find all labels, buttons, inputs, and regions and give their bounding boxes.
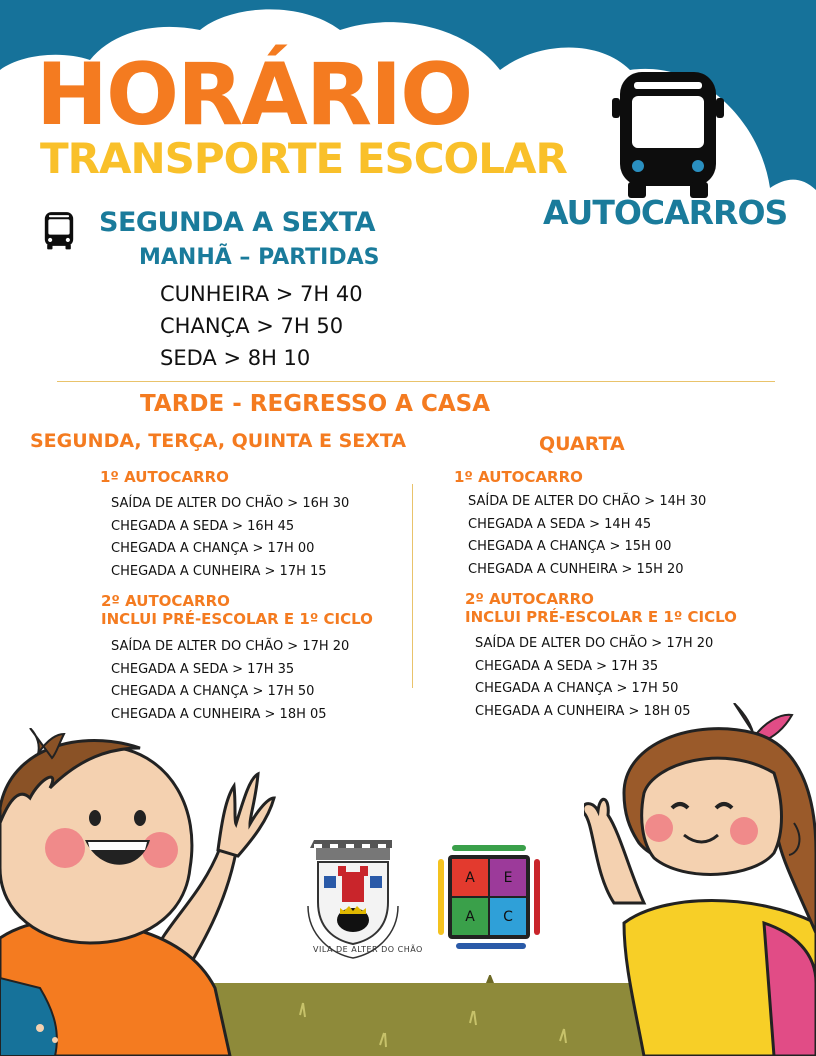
page-subtitle: TRANSPORTE ESCOLAR xyxy=(40,134,567,183)
schedule-row: CHEGADA A CUNHEIRA > 18H 05 xyxy=(111,707,327,722)
left-bus2-note: INCLUI PRÉ-ESCOLAR E 1º CICLO xyxy=(101,610,373,628)
logo-letter: C xyxy=(490,898,526,935)
boy-illustration xyxy=(0,728,290,1056)
schedule-row: CHEGADA A CHANÇA > 17H 50 xyxy=(475,681,679,696)
logo-letter: A xyxy=(452,859,488,896)
transport-mode: AUTOCARROS xyxy=(543,193,788,232)
bus-icon xyxy=(612,68,724,200)
schedule-row: CHEGADA A CUNHEIRA > 18H 05 xyxy=(475,704,691,719)
school-logo xyxy=(438,845,542,951)
schedule-row: CHEGADA A SEDA > 16H 45 xyxy=(111,519,295,534)
logo-letter: A xyxy=(452,898,488,935)
schedule-row: SAÍDA DE ALTER DO CHÃO > 17H 20 xyxy=(475,636,714,651)
right-bus2-label: 2º AUTOCARRO xyxy=(465,590,594,608)
schedule-row: CHEGADA A CHANÇA > 17H 00 xyxy=(111,541,315,556)
left-bus1-label: 1º AUTOCARRO xyxy=(100,468,229,486)
morning-row: SEDA > 8H 10 xyxy=(160,346,311,370)
logo-letter: E xyxy=(490,859,526,896)
page-title: HORÁRIO xyxy=(36,45,472,145)
schedule-row: CHEGADA A CHANÇA > 15H 00 xyxy=(468,539,672,554)
schedule-row: SAÍDA DE ALTER DO CHÃO > 16H 30 xyxy=(111,496,350,511)
left-days: SEGUNDA, TERÇA, QUINTA E SEXTA xyxy=(30,430,407,452)
municipality-coat-of-arms-logo xyxy=(294,836,412,962)
schedule-row: CHEGADA A SEDA > 17H 35 xyxy=(111,662,295,677)
schedule-row: CHEGADA A CHANÇA > 17H 50 xyxy=(111,684,315,699)
morning-heading: MANHÃ – PARTIDAS xyxy=(139,245,380,270)
right-bus1-label: 1º AUTOCARRO xyxy=(454,468,583,486)
schedule-row: CHEGADA A CUNHEIRA > 17H 15 xyxy=(111,564,327,579)
morning-days: SEGUNDA A SEXTA xyxy=(99,207,375,238)
schedule-row: CHEGADA A SEDA > 17H 35 xyxy=(475,659,659,674)
afternoon-heading: TARDE - REGRESSO A CASA xyxy=(140,391,491,417)
right-days: QUARTA xyxy=(539,433,625,455)
left-bus2-label: 2º AUTOCARRO xyxy=(101,592,230,610)
municipality-text: VILA DE ALTER DO CHÃO xyxy=(313,945,423,954)
schedule-row: CHEGADA A CUNHEIRA > 15H 20 xyxy=(468,562,684,577)
schedule-row: CHEGADA A SEDA > 14H 45 xyxy=(468,517,652,532)
girl-illustration xyxy=(584,703,816,1056)
right-bus2-note: INCLUI PRÉ-ESCOLAR E 1º CICLO xyxy=(465,608,737,626)
schedule-row: SAÍDA DE ALTER DO CHÃO > 14H 30 xyxy=(468,494,707,509)
schedule-row: SAÍDA DE ALTER DO CHÃO > 17H 20 xyxy=(111,639,350,654)
bus-icon xyxy=(42,211,76,250)
morning-row: CHANÇA > 7H 50 xyxy=(160,314,344,338)
column-divider xyxy=(412,484,413,688)
section-divider xyxy=(57,381,775,382)
morning-row: CUNHEIRA > 7H 40 xyxy=(160,282,363,306)
